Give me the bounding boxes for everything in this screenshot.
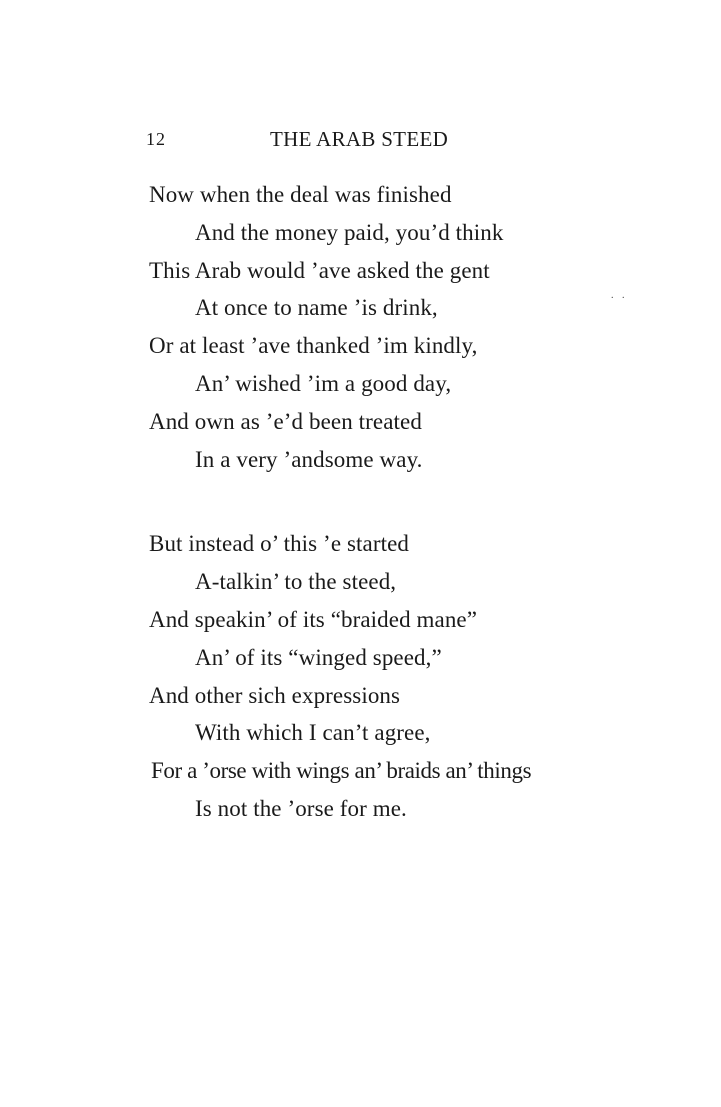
poem-line: This Arab would ’ave asked the gent — [149, 257, 490, 283]
poem-line: And speakin’ of its “braided mane” — [149, 606, 478, 632]
page-number: 12 — [146, 129, 166, 149]
poem-line: And own as ’e’d been treated — [149, 408, 422, 434]
stanza-1 — [0, 176, 721, 478]
poem-line: Or at least ’ave thanked ’im kindly, — [149, 333, 478, 359]
poem-line: For a ’orse with wings an’ braids an’ things — [151, 758, 532, 784]
poem-line: But instead o’ this ’e started — [149, 531, 409, 557]
poem-line: In a very ’andsome way. — [195, 446, 423, 472]
stanza-2 — [0, 525, 721, 827]
poem-line: A-talkin’ to the steed, — [195, 569, 397, 595]
poem — [0, 176, 721, 828]
poem-line: With which I can’t agree, — [195, 720, 431, 746]
running-title: THE ARAB STEED — [270, 127, 449, 151]
poem-line: An’ of its “winged speed,” — [195, 644, 442, 670]
poem-line: An’ wished ’im a good day, — [195, 370, 452, 396]
poem-line: Is not the ’orse for me. — [195, 795, 407, 821]
scan-speck: . . — [611, 290, 628, 301]
poem-line: And other sich expressions — [149, 682, 401, 708]
page-header — [146, 127, 566, 155]
poem-line: And the money paid, you’d think — [195, 219, 504, 245]
poem-line: At once to name ’is drink, — [195, 295, 438, 321]
poem-line: Now when the deal was finished — [149, 182, 452, 207]
